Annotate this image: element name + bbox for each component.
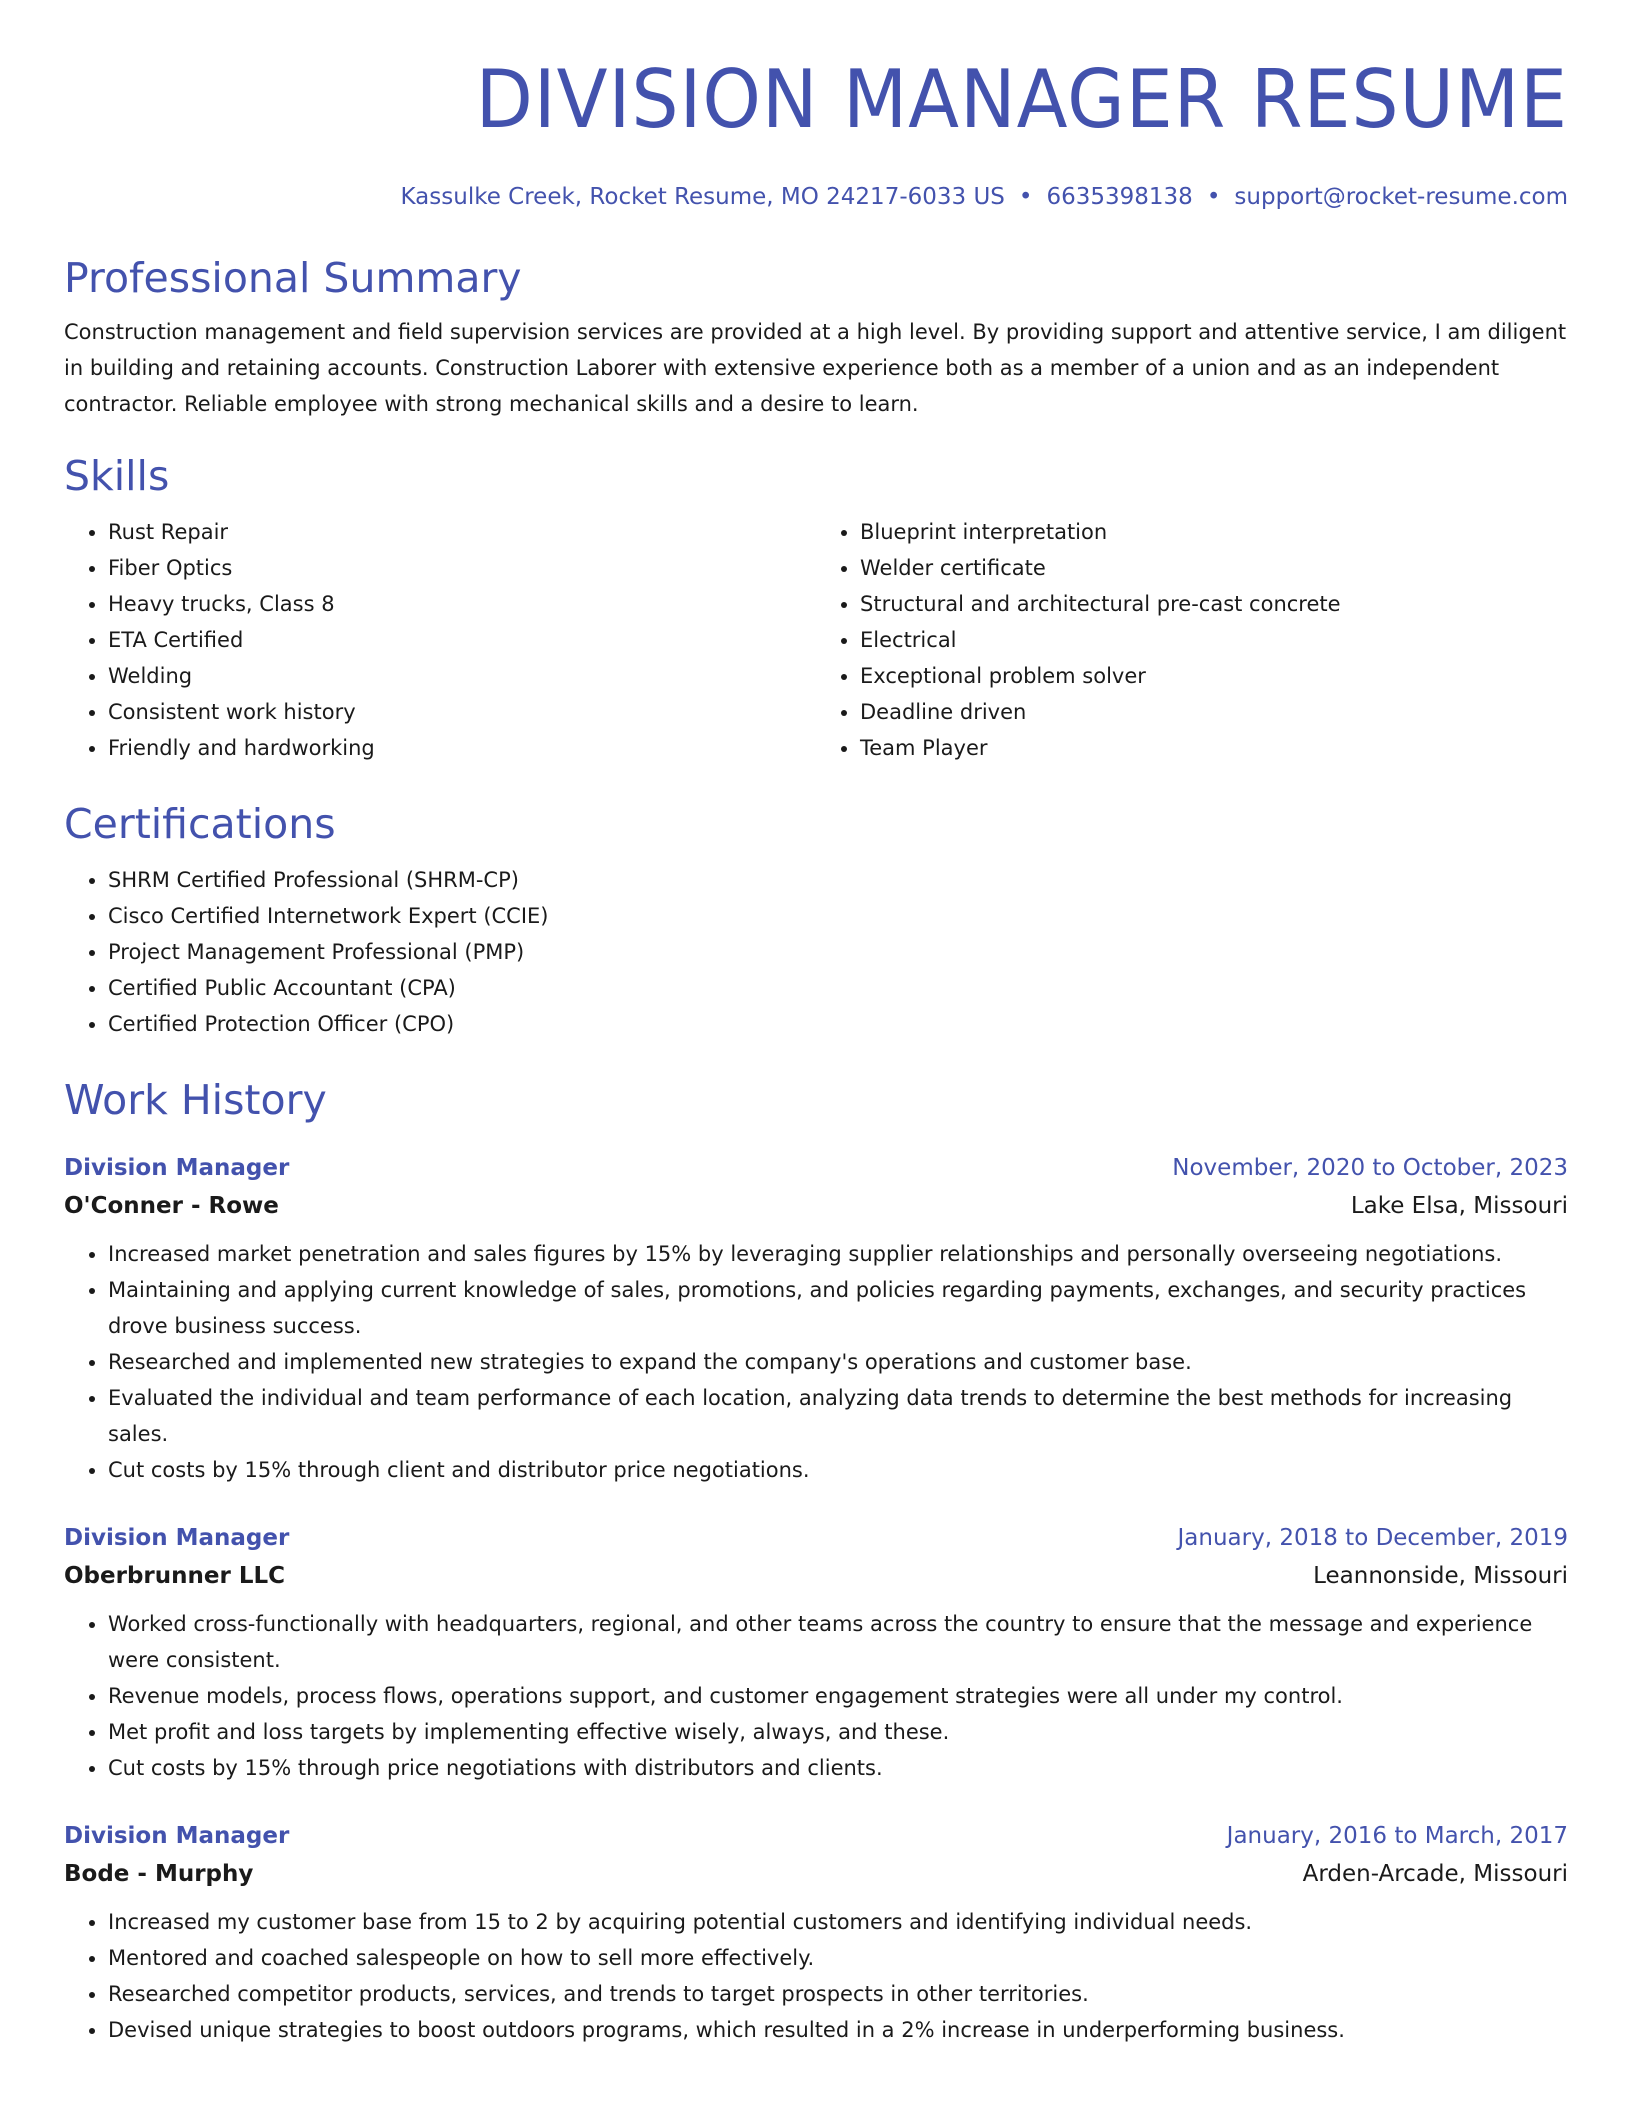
skills-list-left — [64, 514, 816, 766]
skill-item: • Exceptional problem solver — [860, 658, 1568, 694]
certification-item: • SHRM Certified Professional (SHRM-CP) — [108, 862, 1568, 898]
contact-separator: • — [1206, 184, 1221, 210]
job-dates: January, 2018 to December, 2019 — [1177, 1525, 1568, 1551]
resume-page — [64, 48, 1568, 2048]
summary-heading: Professional Summary — [64, 254, 522, 302]
summary-text: Construction management and field supervision services are provided at a high level. By providing support and attentive service, I am diligent in building and retaining accounts. Construction Laborer with extensive experience both as a member of a union and as an independent contractor. Reliable employee with strong mechanical skills and a desire to learn. — [64, 320, 1567, 416]
contact-email: support@rocket-resume.com — [1234, 184, 1568, 210]
job-bullet: • Mentored and coached salespeople on how to sell more effectively. — [108, 1940, 1568, 1976]
skill-item: • Heavy trucks, Class 8 — [108, 586, 816, 622]
certification-item: • Certified Public Accountant (CPA) — [108, 970, 1568, 1006]
resume-title: DIVISION MANAGER RESUME — [475, 53, 1569, 146]
job-bullet: • Revenue models, process flows, operations support, and customer engagement strategies were all under my control. — [108, 1678, 1568, 1714]
job-title: Division Manager — [64, 1525, 290, 1551]
job-bullet: • Worked cross-functionally with headquarters, regional, and other teams across the country to ensure that the message and experience were consistent. — [108, 1606, 1568, 1678]
skill-item: • Consistent work history — [108, 694, 816, 730]
job-bullet: • Increased my customer base from 15 to 2 by acquiring potential customers and identifying individual needs. — [108, 1904, 1568, 1940]
certification-item: • Cisco Certified Internetwork Expert (CCIE) — [108, 898, 1568, 934]
certification-item: • Project Management Professional (PMP) — [108, 934, 1568, 970]
job-location: Lake Elsa, Missouri — [1350, 1193, 1568, 1219]
skills-columns — [64, 514, 1568, 766]
skill-item: • Friendly and hardworking — [108, 730, 816, 766]
job-location: Leannonside, Missouri — [1313, 1563, 1568, 1589]
skill-item: • Deadline driven — [860, 694, 1568, 730]
job-dates: November, 2020 to October, 2023 — [1172, 1155, 1568, 1181]
job-bullet: • Cut costs by 15% through price negotiations with distributors and clients. — [108, 1750, 1568, 1786]
skill-item: • Team Player — [860, 730, 1568, 766]
job-bullet: • Researched competitor products, services, and trends to target prospects in other territories. — [108, 1976, 1568, 2012]
skills-list-right — [816, 514, 1568, 766]
contact-separator: • — [1018, 184, 1033, 210]
job-bullets — [64, 1904, 1568, 2048]
job-entry — [64, 1150, 1568, 1488]
job-entry — [64, 1818, 1568, 2048]
job-entry — [64, 1520, 1568, 1786]
job-company: Oberbrunner LLC — [64, 1563, 286, 1589]
job-bullet: • Maintaining and applying current knowledge of sales, promotions, and policies regarding payments, exchanges, and security practices drove business success. — [108, 1272, 1568, 1344]
skills-heading: Skills — [64, 452, 170, 500]
contact-phone: 6635398138 — [1046, 184, 1193, 210]
job-company: Bode - Murphy — [64, 1861, 254, 1887]
job-bullet: • Devised unique strategies to boost outdoors programs, which resulted in a 2% increase in underperforming business. — [108, 2012, 1568, 2048]
work-history-heading: Work History — [64, 1076, 327, 1124]
skill-item: • ETA Certified — [108, 622, 816, 658]
skill-item: • Electrical — [860, 622, 1568, 658]
job-bullets — [64, 1606, 1568, 1786]
skill-item: • Welder certificate — [860, 550, 1568, 586]
skill-item: • Fiber Optics — [108, 550, 816, 586]
skill-item: • Structural and architectural pre-cast concrete — [860, 586, 1568, 622]
job-title: Division Manager — [64, 1155, 290, 1181]
skill-item: • Blueprint interpretation — [860, 514, 1568, 550]
certifications-list — [64, 862, 1568, 1042]
job-location: Arden-Arcade, Missouri — [1302, 1861, 1568, 1887]
job-bullets — [64, 1236, 1568, 1488]
skill-item: • Rust Repair — [108, 514, 816, 550]
job-bullet: • Increased market penetration and sales figures by 15% by leveraging supplier relationships and personally overseeing negotiations. — [108, 1236, 1568, 1272]
job-bullet: • Researched and implemented new strategies to expand the company's operations and customer base. — [108, 1344, 1568, 1380]
contact-address: Kassulke Creek, Rocket Resume, MO 24217-6033 US — [400, 184, 1005, 210]
certification-item: • Certified Protection Officer (CPO) — [108, 1006, 1568, 1042]
job-bullet: • Met profit and loss targets by implementing effective wisely, always, and these. — [108, 1714, 1568, 1750]
job-company: O'Conner - Rowe — [64, 1193, 279, 1219]
job-dates: January, 2016 to March, 2017 — [1226, 1823, 1568, 1849]
skill-item: • Welding — [108, 658, 816, 694]
job-bullet: • Cut costs by 15% through client and distributor price negotiations. — [108, 1452, 1568, 1488]
contact-line — [64, 182, 1568, 212]
job-bullet: • Evaluated the individual and team performance of each location, analyzing data trends to determine the best methods for increasing sales. — [108, 1380, 1568, 1452]
job-title: Division Manager — [64, 1823, 290, 1849]
certifications-heading: Certifications — [64, 800, 336, 848]
